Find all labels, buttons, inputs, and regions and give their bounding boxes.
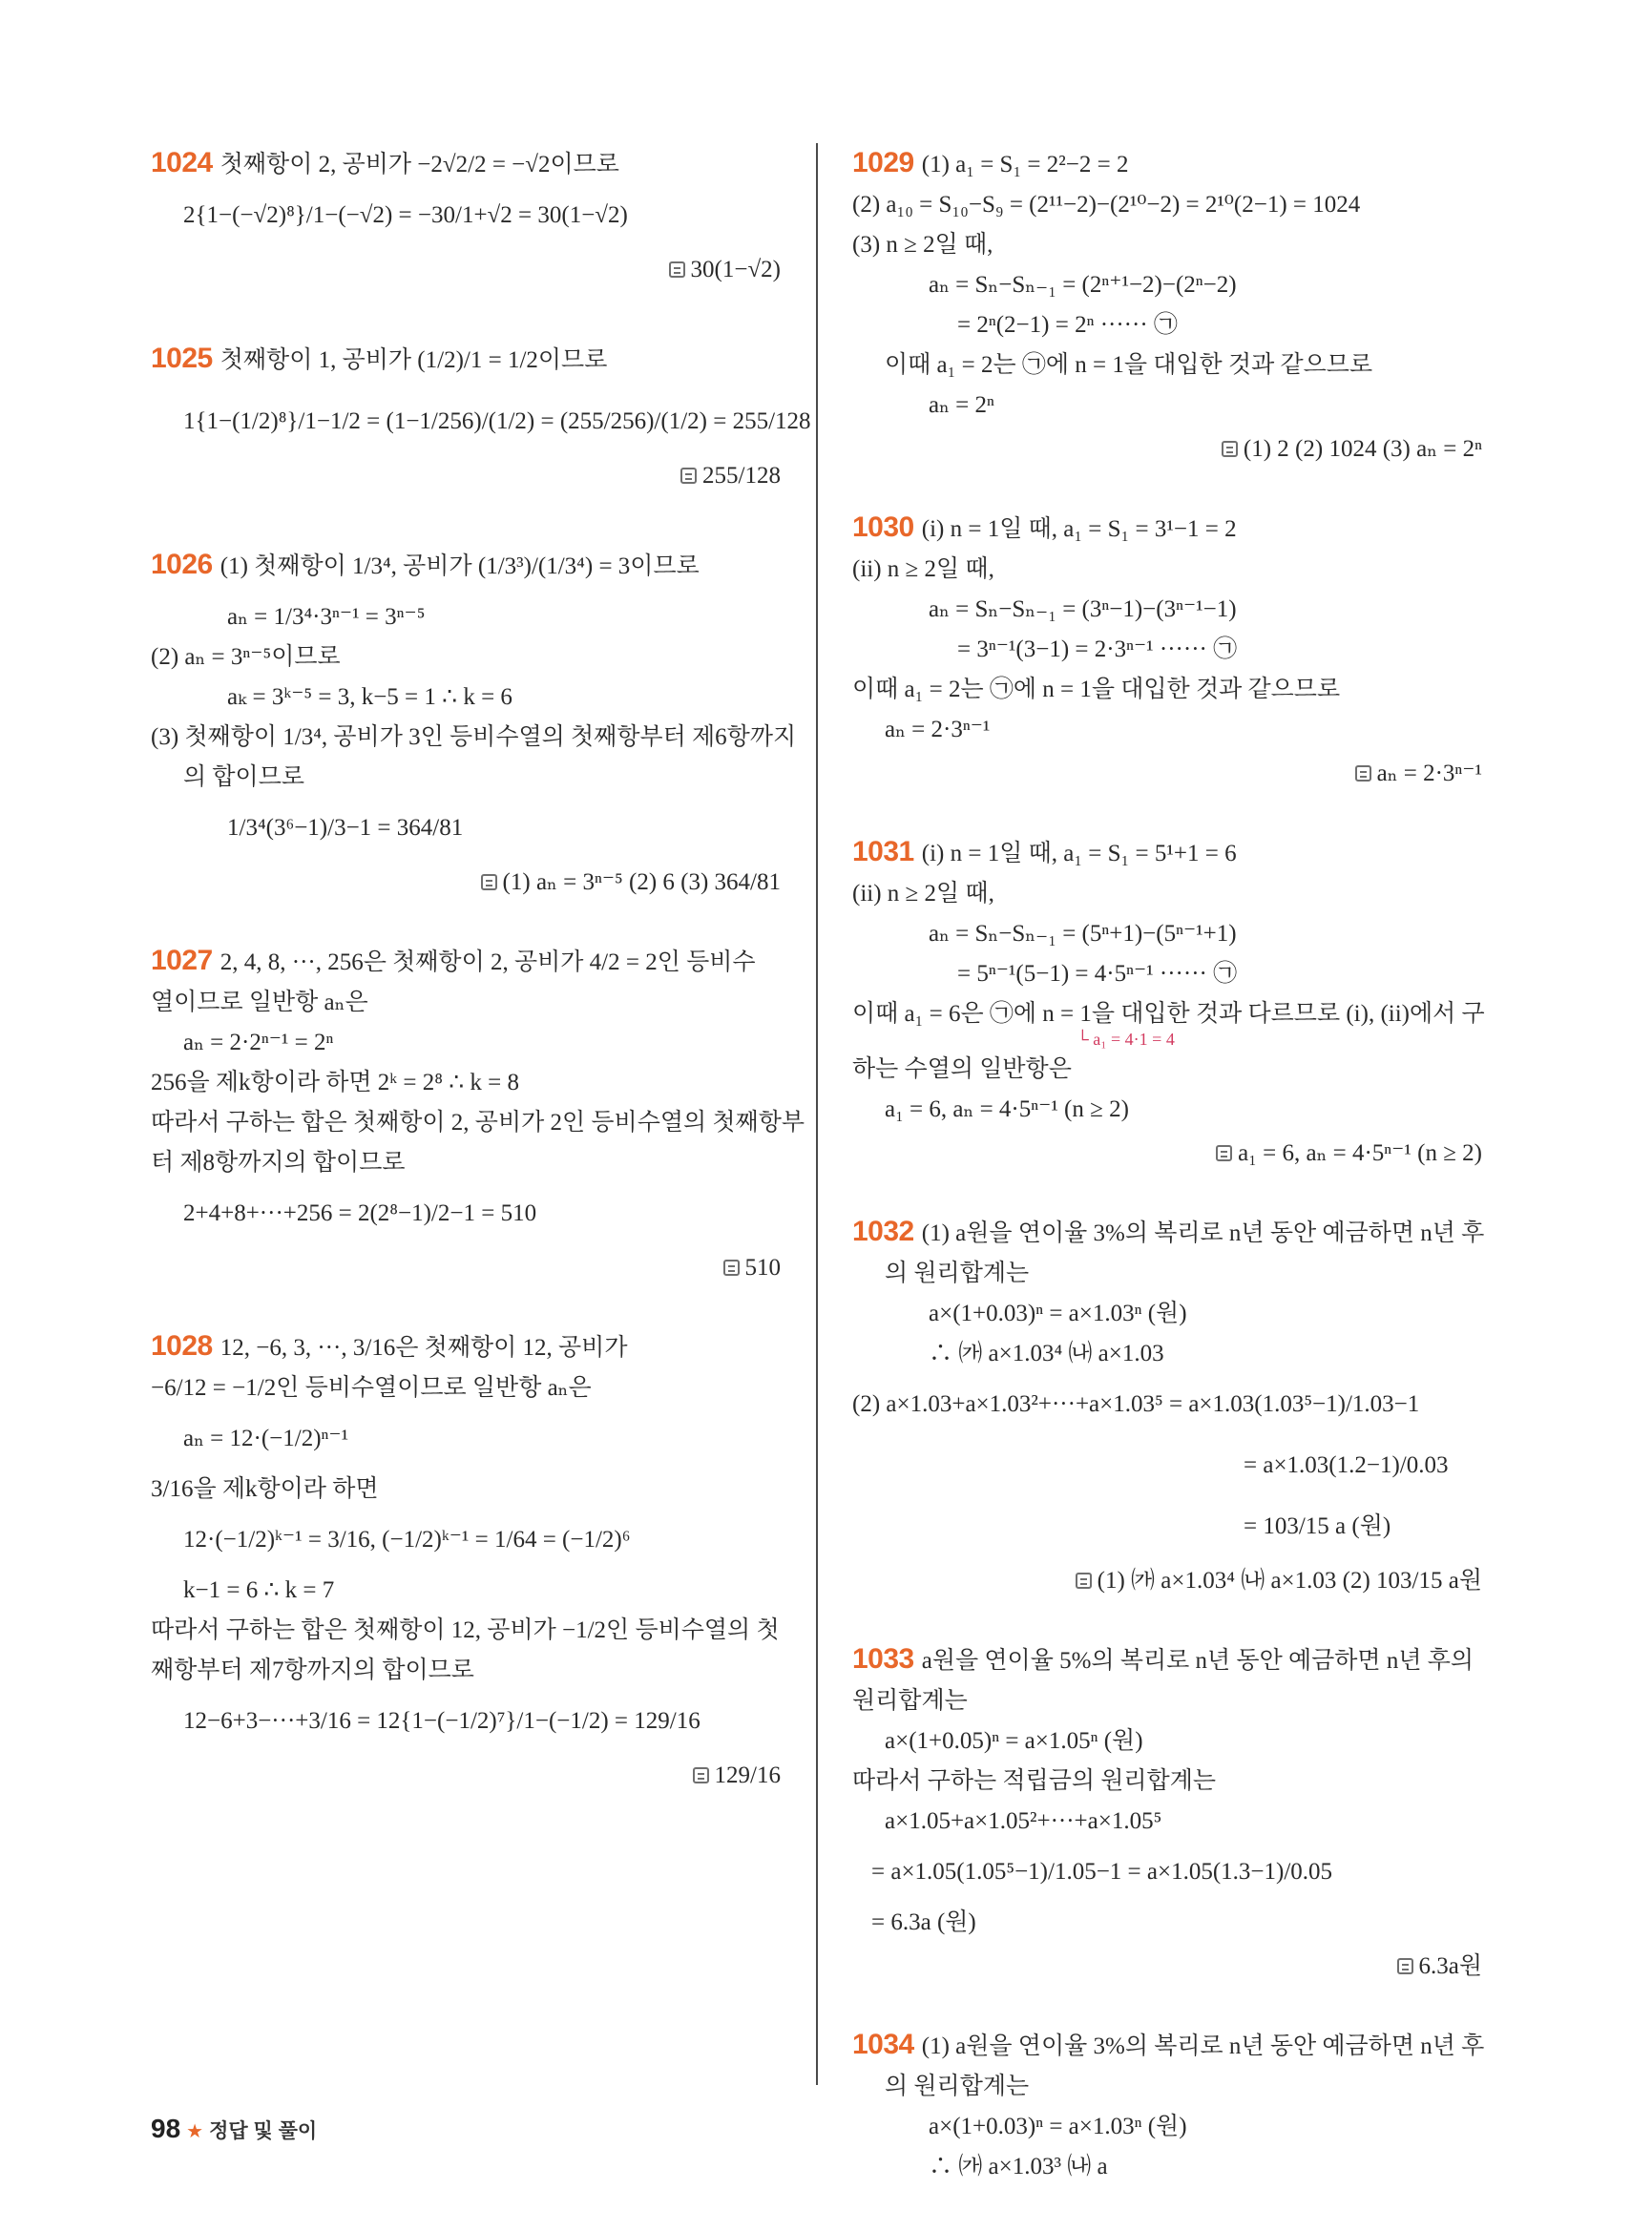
- line-text: 따라서 구하는 적립금의 원리합계는: [852, 1768, 1217, 1794]
- line-text: 열이므로 일반항 aₙ은: [151, 990, 368, 1015]
- line-text: (3) n ≥ 2일 때,: [852, 232, 993, 258]
- problem-1026: [151, 534, 797, 903]
- solution-line: [852, 2067, 1482, 2107]
- line-text: aₙ = Sₙ−Sₙ₋₁ = (2ⁿ⁺¹−2)−(2ⁿ−2): [929, 272, 1237, 298]
- answer-icon: [1216, 1145, 1232, 1161]
- line-text: = a×1.03(1.2−1)/0.03: [1244, 1452, 1449, 1478]
- line-text: (2) aₙ = 3ⁿ⁻⁵이므로: [151, 644, 341, 670]
- problem-1029: [852, 143, 1482, 469]
- footer-label: 정답 및 풀이: [209, 2120, 318, 2142]
- line-text: 1/3⁴(3⁶−1)/3−1 = 364/81: [227, 815, 464, 841]
- line-text: (ii) n ≥ 2일 때,: [852, 881, 994, 907]
- problem-number: 1033: [852, 1643, 914, 1675]
- solution-line: [852, 590, 1482, 630]
- line-text: 12−6+3−···+3/16 = 12{1−(−1/2)⁷}/1−(−1/2) = 129/16: [183, 1708, 701, 1734]
- line-text: = 2ⁿ(2−1) = 2ⁿ ······ ㉠: [957, 312, 1178, 338]
- answer-text: a₁ = 6, aₙ = 4·5ⁿ⁻¹ (n ≥ 2): [1238, 1140, 1482, 1166]
- answer-line: [852, 1130, 1482, 1174]
- answer-icon: [1076, 1573, 1092, 1589]
- answer-text: aₙ = 2·3ⁿ⁻¹: [1376, 761, 1482, 786]
- solution-line: [151, 1063, 781, 1103]
- problem-1024: [151, 143, 781, 290]
- line-text: 이때 a₁ = 6은 ㉠에 n = 1을 대입한 것과 다르므로 (i), (ii)에서 구: [852, 1001, 1485, 1027]
- solution-line: [852, 1374, 1482, 1435]
- answer-line: [151, 246, 781, 290]
- problem-number: 1032: [852, 1216, 914, 1247]
- problem-1027: [151, 941, 805, 1288]
- line-text: 이때 a₁ = 2는 ㉠에 n = 1을 대입한 것과 같으므로: [852, 677, 1341, 702]
- answer-line: [852, 1943, 1482, 1987]
- problem-number: 1025: [151, 343, 213, 374]
- answer-text: 255/128: [702, 463, 781, 489]
- solution-line: [852, 185, 1482, 225]
- solution-line: [151, 941, 781, 983]
- solution-line: [852, 2107, 1482, 2147]
- answer-icon: [693, 1767, 709, 1783]
- answer-line: [852, 1557, 1482, 1601]
- solution-line: [852, 2025, 1485, 2067]
- line-text: 12, −6, 3, ···, 3/16은 첫째항이 12, 공비가: [220, 1335, 628, 1361]
- line-text: 터 제8항까지의 합이므로: [151, 1150, 406, 1176]
- line-text: 256을 제k항이라 하면 2ᵏ = 2⁸ ∴ k = 8: [151, 1070, 520, 1095]
- right-column: [852, 143, 1485, 2225]
- line-text: aₙ = 12·(−1/2)ⁿ⁻¹: [183, 1426, 349, 1451]
- solution-line: [151, 678, 781, 718]
- answer-line: [151, 859, 781, 903]
- solution-line: [852, 1050, 1482, 1090]
- solution-line: [852, 225, 1482, 265]
- line-text: (ii) n ≥ 2일 때,: [852, 556, 994, 582]
- solution-line: [151, 1651, 781, 1691]
- line-text: = a×1.05(1.05⁵−1)/1.05−1 = a×1.05(1.3−1)/0.05: [871, 1859, 1333, 1885]
- problem-1034: [852, 2025, 1485, 2187]
- answer-icon: [1397, 1958, 1413, 1974]
- solution-line: [151, 1470, 781, 1510]
- solution-line: [852, 305, 1482, 345]
- answer-text: (1) ㈎ a×1.03⁴ ㈏ a×1.03 (2) 103/15 a원: [1097, 1568, 1482, 1594]
- solution-line: [151, 143, 781, 185]
- solution-line: [151, 758, 781, 798]
- line-text: 2, 4, 8, ···, 256은 첫째항이 2, 공비가 4/2 = 2인 등비수: [220, 949, 756, 975]
- line-text: (1) 첫째항이 1/3⁴, 공비가 (1/3³)/(1/3⁴) = 3이므로: [220, 553, 700, 579]
- line-text: 12·(−1/2)ᵏ⁻¹ = 3/16, (−1/2)ᵏ⁻¹ = 1/64 = (−1/2)⁶: [183, 1527, 631, 1553]
- line-text: aₙ = Sₙ−Sₙ₋₁ = (5ⁿ+1)−(5ⁿ⁻¹+1): [929, 921, 1237, 947]
- solution-line: [852, 1496, 1482, 1557]
- problem-1031: [852, 832, 1485, 1174]
- solution-line: [852, 1294, 1482, 1334]
- problem-number: 1034: [852, 2029, 914, 2060]
- solution-line: [852, 1721, 1482, 1762]
- solution-line: [852, 630, 1482, 670]
- line-text: a×(1+0.05)ⁿ = a×1.05ⁿ (원): [885, 1728, 1143, 1754]
- solution-line: [151, 983, 781, 1023]
- solution-line: [151, 1023, 781, 1063]
- solution-line: [852, 954, 1482, 994]
- solution-line: [151, 1691, 781, 1752]
- line-text: a×(1+0.03)ⁿ = a×1.03ⁿ (원): [929, 1301, 1187, 1326]
- line-text: ∴ ㈎ a×1.03³ ㈏ a: [929, 2154, 1108, 2179]
- line-text: 3/16을 제k항이라 하면: [151, 1476, 379, 1502]
- solution-line: [852, 1090, 1482, 1130]
- line-text: 째항부터 제7항까지의 합이므로: [151, 1658, 474, 1683]
- left-column: [151, 143, 811, 1834]
- solution-line: [852, 2147, 1482, 2187]
- problem-number: 1028: [151, 1330, 213, 1362]
- line-text: a×1.05+a×1.05²+···+a×1.05⁵: [885, 1808, 1162, 1834]
- solution-line: [151, 1408, 781, 1470]
- solution-line: [151, 1611, 781, 1651]
- answer-line: [151, 1752, 781, 1796]
- line-text: aₙ = 2ⁿ: [929, 392, 994, 418]
- answer-text: 6.3a원: [1418, 1953, 1482, 1979]
- solution-line: [852, 1639, 1482, 1681]
- answer-icon: [1355, 765, 1371, 782]
- solution-line: [151, 1368, 781, 1408]
- solution-line: [852, 1903, 1482, 1943]
- solution-line: [151, 328, 781, 391]
- solution-line: [852, 1254, 1482, 1294]
- annotation-note: └ a₁ = 4·1 = 4: [1077, 1030, 1175, 1049]
- solution-line: [151, 1103, 805, 1143]
- solution-line: [852, 832, 1482, 874]
- solution-line: [852, 265, 1482, 305]
- solution-line: [852, 670, 1482, 710]
- page-number: 98: [151, 2114, 181, 2143]
- problem-number: 1024: [151, 147, 213, 178]
- line-text: 의 원리합계는: [885, 2074, 1030, 2099]
- solution-line: [852, 1212, 1485, 1254]
- solution-line: [852, 1334, 1482, 1374]
- solution-line: [852, 1435, 1482, 1496]
- line-text: (1) a원을 연이율 3%의 복리로 n년 동안 예금하면 n년 후: [921, 1220, 1485, 1246]
- solution-line: [151, 1510, 781, 1571]
- line-text: aₖ = 3ᵏ⁻⁵ = 3, k−5 = 1 ∴ k = 6: [227, 684, 512, 710]
- solution-line: [852, 1842, 1482, 1903]
- star-icon: ★: [186, 2121, 204, 2142]
- solution-line: [151, 597, 781, 637]
- answer-text: 30(1−√2): [690, 257, 781, 282]
- line-text: = 5ⁿ⁻¹(5−1) = 4·5ⁿ⁻¹ ······ ㉠: [957, 961, 1238, 987]
- page-footer: [151, 2114, 317, 2144]
- solution-line: [151, 718, 797, 758]
- problem-number: 1030: [852, 511, 914, 543]
- line-text: aₙ = Sₙ−Sₙ₋₁ = (3ⁿ−1)−(3ⁿ⁻¹−1): [929, 596, 1237, 622]
- answer-line: [852, 750, 1482, 794]
- solution-line: [852, 914, 1482, 954]
- line-text: aₙ = 1/3⁴·3ⁿ⁻¹ = 3ⁿ⁻⁵: [227, 604, 426, 630]
- line-text: (3) 첫째항이 1/3⁴, 공비가 3인 등비수열의 첫째항부터 제6항까지: [151, 724, 797, 750]
- problem-1030: [852, 508, 1482, 794]
- line-text: (1) a₁ = S₁ = 2²−2 = 2: [921, 152, 1129, 177]
- line-text: (2) a×1.03+a×1.03²+···+a×1.03⁵ = a×1.03(1.03⁵−1)/1.03−1: [852, 1391, 1420, 1417]
- line-text: (i) n = 1일 때, a₁ = S₁ = 5¹+1 = 6: [921, 841, 1237, 866]
- line-text: (i) n = 1일 때, a₁ = S₁ = 3¹−1 = 2: [921, 516, 1237, 542]
- line-text: a₁ = 6, aₙ = 4·5ⁿ⁻¹ (n ≥ 2): [885, 1096, 1129, 1122]
- solution-line: [852, 1681, 1482, 1721]
- line-text: ∴ ㈎ a×1.03⁴ ㈏ a×1.03: [929, 1341, 1164, 1366]
- line-text: 1{1−(1/2)⁸}/1−1/2 = (1−1/256)/(1/2) = (255/256)/(1/2) = 255/128: [183, 408, 811, 434]
- answer-line: [151, 452, 781, 496]
- line-text: = 3ⁿ⁻¹(3−1) = 2·3ⁿ⁻¹ ······ ㉠: [957, 636, 1238, 662]
- solution-line: [852, 550, 1482, 590]
- line-text: 2{1−(−√2)⁸}/1−(−√2) = −30/1+√2 = 30(1−√2): [183, 202, 628, 228]
- solution-line: [151, 1183, 781, 1244]
- answer-icon: [1222, 441, 1238, 457]
- line-text: 첫째항이 1, 공비가 (1/2)/1 = 1/2이므로: [220, 347, 608, 373]
- answer-text: (1) aₙ = 3ⁿ⁻⁵ (2) 6 (3) 364/81: [502, 869, 781, 895]
- line-text: 원리합계는: [852, 1688, 968, 1714]
- line-text: 의 합이므로: [183, 764, 305, 790]
- solution-line: [852, 1762, 1482, 1802]
- line-text: 따라서 구하는 합은 첫째항이 12, 공비가 −1/2인 등비수열의 첫: [151, 1617, 780, 1643]
- answer-icon: [680, 468, 697, 484]
- line-text: 첫째항이 2, 공비가 −2√2/2 = −√2이므로: [220, 152, 619, 177]
- solution-line: [852, 1802, 1482, 1842]
- problem-1028: [151, 1326, 781, 1796]
- problem-number: 1031: [852, 836, 914, 867]
- solution-line: [151, 1326, 781, 1368]
- solution-line: [151, 391, 811, 452]
- problem-1032: [852, 1212, 1485, 1601]
- line-text: aₙ = 2·2ⁿ⁻¹ = 2ⁿ: [183, 1030, 334, 1055]
- solution-line: [852, 345, 1482, 386]
- answer-text: 129/16: [714, 1762, 781, 1788]
- line-text: = 6.3a (원): [871, 1909, 976, 1935]
- answer-line: [151, 1244, 781, 1288]
- problem-number: 1029: [852, 147, 914, 178]
- solution-line: [151, 1143, 781, 1183]
- problem-1033: [852, 1639, 1482, 1987]
- line-text: 따라서 구하는 합은 첫째항이 2, 공비가 2인 등비수열의 첫째항부: [151, 1110, 805, 1136]
- line-text: a×(1+0.03)ⁿ = a×1.03ⁿ (원): [929, 2114, 1187, 2139]
- solution-line: [151, 185, 781, 246]
- line-text: k−1 = 6 ∴ k = 7: [183, 1577, 335, 1603]
- line-text: 2+4+8+···+256 = 2(2⁸−1)/2−1 = 510: [183, 1200, 537, 1226]
- line-text: = 103/15 a (원): [1244, 1513, 1391, 1539]
- solution-line: [852, 994, 1485, 1034]
- line-text: 이때 a₁ = 2는 ㉠에 n = 1을 대입한 것과 같으므로: [885, 352, 1373, 378]
- line-text: (2) a₁₀ = S₁₀−S₉ = (2¹¹−2)−(2¹⁰−2) = 2¹⁰(2−1) = 1024: [852, 192, 1361, 218]
- answer-text: 510: [744, 1255, 781, 1281]
- solution-line: [151, 1571, 781, 1611]
- solution-line: [852, 386, 1482, 426]
- line-text: a원을 연이율 5%의 복리로 n년 동안 예금하면 n년 후의: [921, 1648, 1474, 1674]
- solution-line: [151, 637, 781, 678]
- line-text: 하는 수열의 일반항은: [852, 1056, 1072, 1082]
- answer-icon: [481, 874, 497, 890]
- line-text: (1) a원을 연이율 3%의 복리로 n년 동안 예금하면 n년 후: [921, 2033, 1485, 2059]
- problem-number: 1026: [151, 549, 213, 580]
- answer-line: [852, 426, 1482, 469]
- answer-text: (1) 2 (2) 1024 (3) aₙ = 2ⁿ: [1243, 436, 1482, 462]
- line-text: aₙ = 2·3ⁿ⁻¹: [885, 717, 991, 742]
- solution-line: [852, 508, 1482, 550]
- problem-number: 1027: [151, 945, 213, 976]
- column-divider: [816, 143, 818, 2085]
- solution-line: [852, 710, 1482, 750]
- answer-icon: [723, 1260, 740, 1276]
- line-text: −6/12 = −1/2인 등비수열이므로 일반항 aₙ은: [151, 1375, 592, 1401]
- problem-1025: [151, 328, 811, 496]
- solution-line: [852, 874, 1482, 914]
- solution-line: [852, 143, 1482, 185]
- solution-line: [151, 798, 781, 859]
- line-text: 의 원리합계는: [885, 1261, 1030, 1286]
- answer-icon: [669, 261, 685, 278]
- solution-line: [151, 534, 781, 597]
